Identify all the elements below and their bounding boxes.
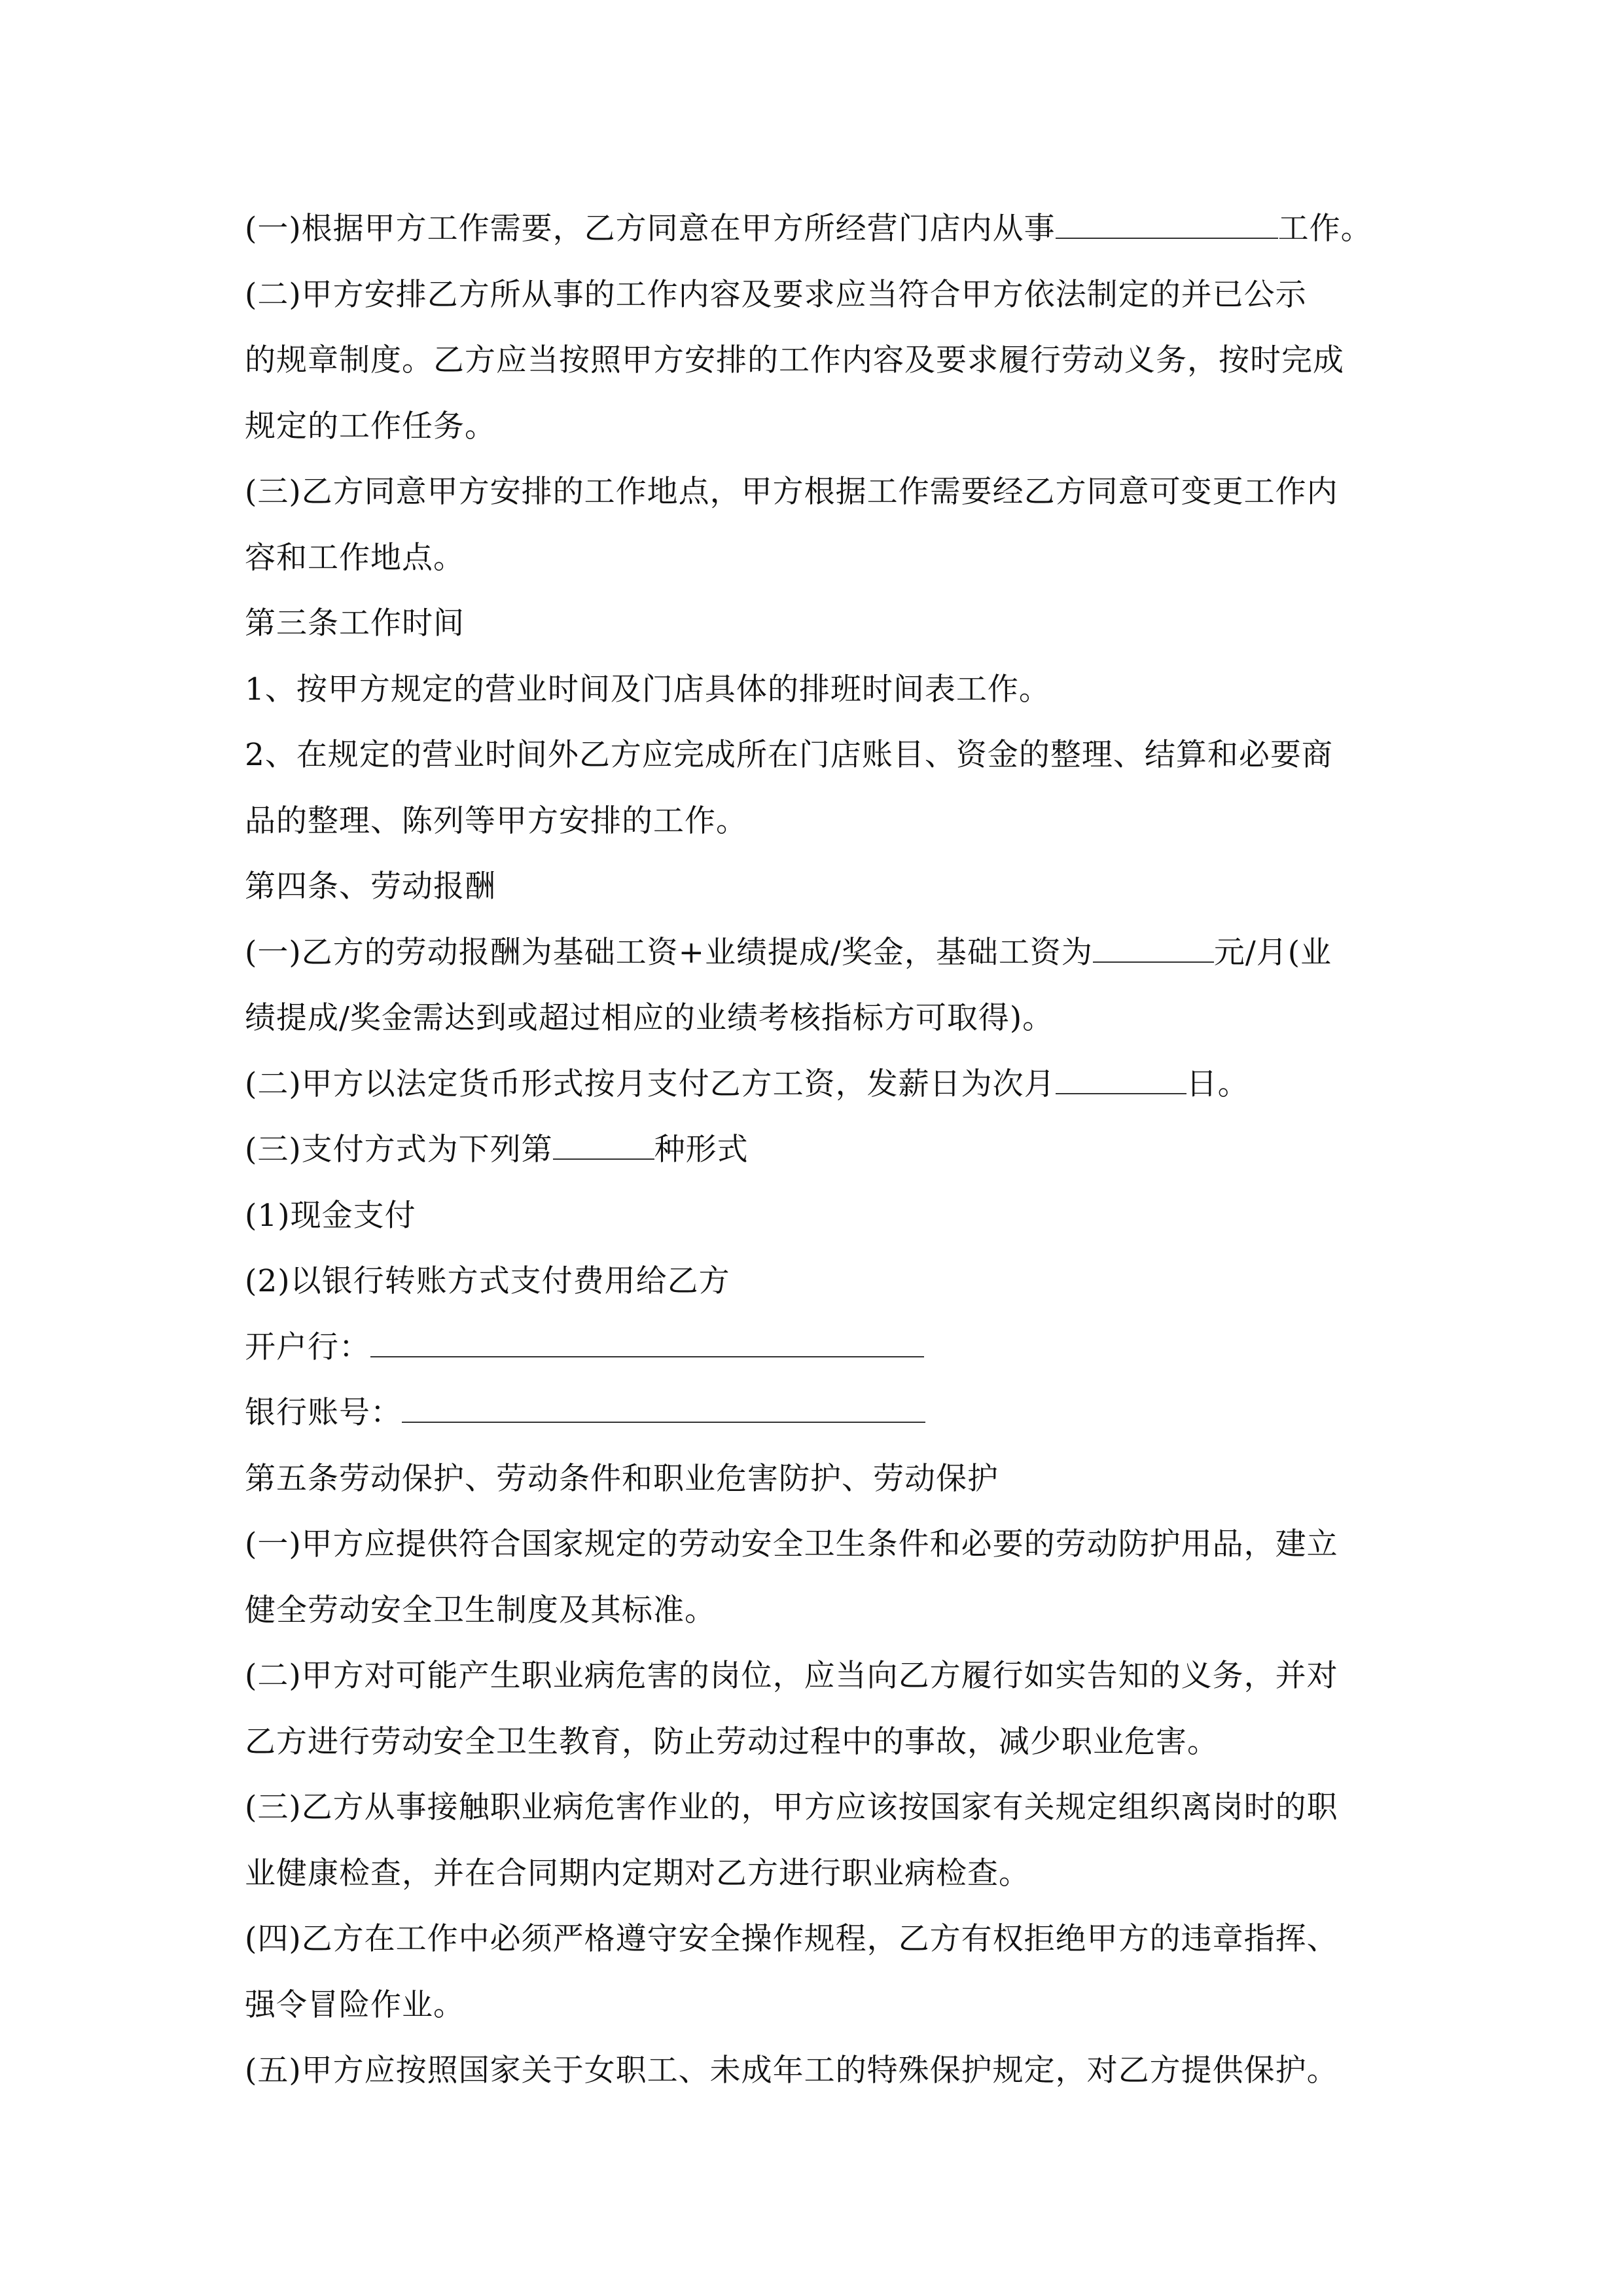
base-salary-blank[interactable]: [1093, 935, 1214, 963]
article-4-heading: 第四条、劳动报酬: [245, 869, 496, 905]
bank-account-blank[interactable]: [402, 1395, 925, 1423]
article-5-item-4-line-1: (四)乙方在工作中必须严格遵守安全操作规程，乙方有权拒绝甲方的违章指挥、: [245, 1921, 1338, 1957]
clause-text: 工作。: [1277, 211, 1372, 247]
bank-name-blank[interactable]: [370, 1330, 924, 1357]
article-5-item-4-line-2: 强令冒险作业。: [245, 1986, 465, 2023]
bank-name-row: [245, 1315, 1410, 1381]
clause-text: (一)乙方的劳动报酬为基础工资+业绩提成/奖金，基础工资为: [245, 934, 1093, 971]
article-4-item-1-line-2: 绩提成/奖金需达到或超过相应的业绩考核指标方可取得)。: [245, 1000, 1054, 1036]
article-5-item-3-line-2: 业健康检查，并在合同期内定期对乙方进行职业病检查。: [245, 1855, 1030, 1892]
article-4-item-3: [245, 1117, 1410, 1183]
payment-option-cash: (1)现金支付: [245, 1197, 416, 1234]
article-5-item-3-line-1: (三)乙方从事接触职业病危害作业的，甲方应该按国家有关规定组织离岗时的职: [245, 1789, 1338, 1825]
clause-2-item-2-line-2: 的规章制度。乙方应当按照甲方安排的工作内容及要求履行劳动义务，按时完成: [245, 342, 1344, 378]
clause-2-item-3-line-2: 容和工作地点。: [245, 539, 465, 576]
article-3-item-2-line-2: 品的整理、陈列等甲方安排的工作。: [245, 802, 747, 839]
clause-text: 元/月(业: [1213, 934, 1332, 971]
clause-2-item-3-line-1: (三)乙方同意甲方安排的工作地点，甲方根据工作需要经乙方同意可变更工作内: [245, 474, 1338, 510]
payment-method-blank[interactable]: [553, 1132, 654, 1160]
article-4-item-1-line-1: [245, 920, 1410, 986]
article-5-item-1-line-2: 健全劳动安全卫生制度及其标准。: [245, 1592, 716, 1628]
article-4-item-2: [245, 1052, 1410, 1118]
clause-text: (一)根据甲方工作需要，乙方同意在甲方所经营门店内从事: [245, 211, 1056, 247]
bank-account-label: 银行账号：: [245, 1395, 402, 1431]
clause-text: (三)支付方式为下列第: [245, 1132, 553, 1168]
article-3-heading: 第三条工作时间: [245, 605, 465, 641]
payday-blank[interactable]: [1056, 1067, 1186, 1094]
article-3-item-1: 1、按甲方规定的营业时间及门店具体的排班时间表工作。: [245, 671, 1050, 708]
bank-account-row: [245, 1380, 1410, 1446]
article-5-item-2-line-1: (二)甲方对可能产生职业病危害的岗位，应当向乙方履行如实告知的义务，并对: [245, 1658, 1338, 1694]
clause-2-item-2-line-1: (二)甲方安排乙方所从事的工作内容及要求应当符合甲方依法制定的并已公示: [245, 276, 1307, 313]
clause-text: 种形式: [654, 1132, 749, 1168]
article-5-heading: 第五条劳动保护、劳动条件和职业危害防护、劳动保护: [245, 1460, 999, 1497]
clause-2-item-1: [245, 196, 1410, 262]
clause-2-item-2-line-3: 规定的工作任务。: [245, 408, 496, 444]
article-5-item-1-line-1: (一)甲方应提供符合国家规定的劳动安全卫生条件和必要的劳动防护用品，建立: [245, 1526, 1338, 1562]
clause-text: 日。: [1186, 1066, 1249, 1102]
article-5-item-2-line-2: 乙方进行劳动安全卫生教育，防止劳动过程中的事故，减少职业危害。: [245, 1723, 1219, 1760]
article-5-item-5: (五)甲方应按照国家关于女职工、未成年工的特殊保护规定，对乙方提供保护。: [245, 2053, 1338, 2089]
contract-body: [245, 196, 1410, 2104]
job-title-blank[interactable]: [1056, 211, 1278, 239]
payment-option-bank-transfer: (2)以银行转账方式支付费用给乙方: [245, 1263, 730, 1299]
bank-name-label: 开户行：: [245, 1329, 370, 1365]
article-3-item-2-line-1: 2、在规定的营业时间外乙方应完成所在门店账目、资金的整理、结算和必要商: [245, 737, 1333, 773]
clause-text: (二)甲方以法定货币形式按月支付乙方工资，发薪日为次月: [245, 1066, 1056, 1102]
